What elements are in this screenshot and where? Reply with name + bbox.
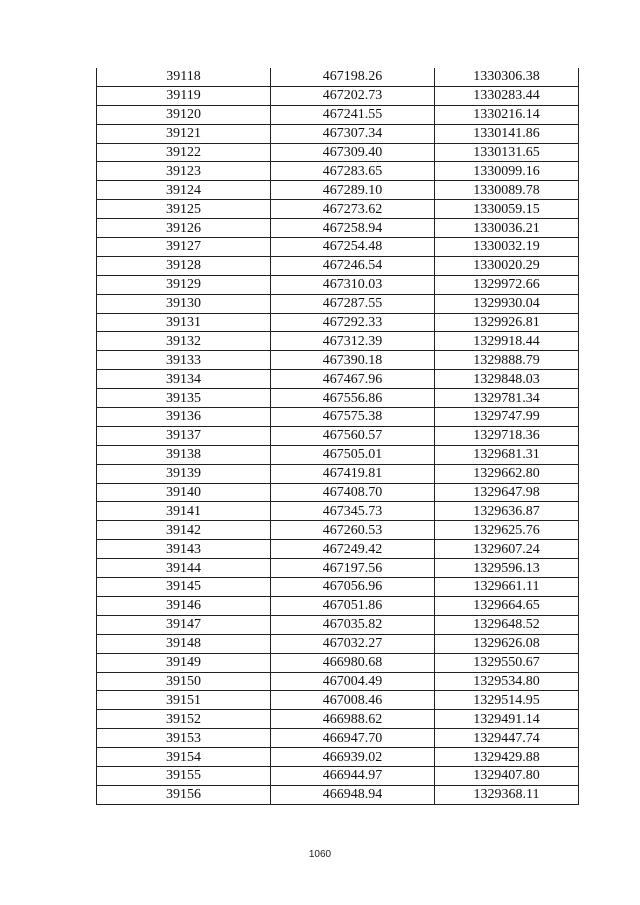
table-row (97, 219, 579, 238)
x-coordinate-cell: 467287.55 (271, 294, 435, 313)
x-coordinate-cell: 466947.70 (271, 729, 435, 748)
table-row (97, 540, 579, 559)
y-coordinate-cell: 1329648.52 (435, 615, 579, 634)
y-coordinate-cell: 1329625.76 (435, 521, 579, 540)
table-row (97, 181, 579, 200)
y-coordinate-cell: 1329429.88 (435, 748, 579, 767)
y-coordinate-cell: 1329930.04 (435, 294, 579, 313)
table-row (97, 785, 579, 804)
point-id-cell: 39147 (97, 615, 271, 634)
x-coordinate-cell: 466944.97 (271, 766, 435, 785)
x-coordinate-cell: 467289.10 (271, 181, 435, 200)
point-id-cell: 39152 (97, 710, 271, 729)
y-coordinate-cell: 1329681.31 (435, 445, 579, 464)
x-coordinate-cell: 467556.86 (271, 389, 435, 408)
point-id-cell: 39118 (97, 68, 271, 86)
point-id-cell: 39131 (97, 313, 271, 332)
point-id-cell: 39125 (97, 200, 271, 219)
y-coordinate-cell: 1329972.66 (435, 275, 579, 294)
table-row (97, 445, 579, 464)
table-row (97, 748, 579, 767)
point-id-cell: 39140 (97, 483, 271, 502)
y-coordinate-cell: 1329626.08 (435, 634, 579, 653)
x-coordinate-cell: 467505.01 (271, 445, 435, 464)
x-coordinate-cell: 467467.96 (271, 370, 435, 389)
y-coordinate-cell: 1329926.81 (435, 313, 579, 332)
x-coordinate-cell: 467390.18 (271, 351, 435, 370)
table-row (97, 634, 579, 653)
y-coordinate-cell: 1330059.15 (435, 200, 579, 219)
y-coordinate-cell: 1329664.65 (435, 596, 579, 615)
y-coordinate-cell: 1329407.80 (435, 766, 579, 785)
x-coordinate-cell: 467419.81 (271, 464, 435, 483)
table-row (97, 672, 579, 691)
x-coordinate-cell: 467008.46 (271, 691, 435, 710)
x-coordinate-cell: 466980.68 (271, 653, 435, 672)
point-id-cell: 39134 (97, 370, 271, 389)
point-id-cell: 39126 (97, 219, 271, 238)
point-id-cell: 39146 (97, 596, 271, 615)
point-id-cell: 39121 (97, 124, 271, 143)
table-row (97, 408, 579, 427)
table-row (97, 521, 579, 540)
point-id-cell: 39132 (97, 332, 271, 351)
point-id-cell: 39124 (97, 181, 271, 200)
coordinate-table (96, 68, 579, 805)
point-id-cell: 39130 (97, 294, 271, 313)
table-row (97, 143, 579, 162)
x-coordinate-cell: 467056.96 (271, 578, 435, 597)
table-row (97, 200, 579, 219)
y-coordinate-cell: 1329918.44 (435, 332, 579, 351)
table-row (97, 615, 579, 634)
point-id-cell: 39122 (97, 143, 271, 162)
point-id-cell: 39145 (97, 578, 271, 597)
y-coordinate-cell: 1329661.11 (435, 578, 579, 597)
y-coordinate-cell: 1329534.80 (435, 672, 579, 691)
y-coordinate-cell: 1329368.11 (435, 785, 579, 804)
point-id-cell: 39151 (97, 691, 271, 710)
point-id-cell: 39123 (97, 162, 271, 181)
table-row (97, 653, 579, 672)
point-id-cell: 39156 (97, 785, 271, 804)
x-coordinate-cell: 467197.56 (271, 559, 435, 578)
point-id-cell: 39148 (97, 634, 271, 653)
table-row (97, 483, 579, 502)
y-coordinate-cell: 1329636.87 (435, 502, 579, 521)
point-id-cell: 39120 (97, 105, 271, 124)
table-row (97, 389, 579, 408)
point-id-cell: 39139 (97, 464, 271, 483)
coordinate-table-body (97, 68, 579, 804)
point-id-cell: 39155 (97, 766, 271, 785)
x-coordinate-cell: 467202.73 (271, 86, 435, 105)
y-coordinate-cell: 1329514.95 (435, 691, 579, 710)
table-row (97, 578, 579, 597)
point-id-cell: 39143 (97, 540, 271, 559)
point-id-cell: 39142 (97, 521, 271, 540)
point-id-cell: 39127 (97, 238, 271, 257)
table-row (97, 729, 579, 748)
point-id-cell: 39154 (97, 748, 271, 767)
x-coordinate-cell: 466988.62 (271, 710, 435, 729)
y-coordinate-cell: 1329781.34 (435, 389, 579, 408)
y-coordinate-cell: 1330216.14 (435, 105, 579, 124)
point-id-cell: 39136 (97, 408, 271, 427)
y-coordinate-cell: 1330089.78 (435, 181, 579, 200)
point-id-cell: 39135 (97, 389, 271, 408)
table-row (97, 332, 579, 351)
y-coordinate-cell: 1329848.03 (435, 370, 579, 389)
point-id-cell: 39133 (97, 351, 271, 370)
point-id-cell: 39137 (97, 426, 271, 445)
y-coordinate-cell: 1330036.21 (435, 219, 579, 238)
x-coordinate-cell: 467035.82 (271, 615, 435, 634)
y-coordinate-cell: 1329491.14 (435, 710, 579, 729)
x-coordinate-cell: 467312.39 (271, 332, 435, 351)
point-id-cell: 39153 (97, 729, 271, 748)
y-coordinate-cell: 1330306.38 (435, 68, 579, 86)
y-coordinate-cell: 1329888.79 (435, 351, 579, 370)
table-row (97, 124, 579, 143)
table-row (97, 351, 579, 370)
x-coordinate-cell: 467260.53 (271, 521, 435, 540)
x-coordinate-cell: 467249.42 (271, 540, 435, 559)
point-id-cell: 39144 (97, 559, 271, 578)
y-coordinate-cell: 1330032.19 (435, 238, 579, 257)
point-id-cell: 39141 (97, 502, 271, 521)
x-coordinate-cell: 467309.40 (271, 143, 435, 162)
x-coordinate-cell: 467051.86 (271, 596, 435, 615)
x-coordinate-cell: 467292.33 (271, 313, 435, 332)
y-coordinate-cell: 1329447.74 (435, 729, 579, 748)
x-coordinate-cell: 467246.54 (271, 256, 435, 275)
table-row (97, 275, 579, 294)
table-row (97, 464, 579, 483)
x-coordinate-cell: 466948.94 (271, 785, 435, 804)
y-coordinate-cell: 1329747.99 (435, 408, 579, 427)
x-coordinate-cell: 467254.48 (271, 238, 435, 257)
x-coordinate-cell: 467560.57 (271, 426, 435, 445)
y-coordinate-cell: 1329718.36 (435, 426, 579, 445)
x-coordinate-cell: 467258.94 (271, 219, 435, 238)
table-row (97, 691, 579, 710)
point-id-cell: 39119 (97, 86, 271, 105)
x-coordinate-cell: 467198.26 (271, 68, 435, 86)
x-coordinate-cell: 467307.34 (271, 124, 435, 143)
y-coordinate-cell: 1330131.65 (435, 143, 579, 162)
y-coordinate-cell: 1330099.16 (435, 162, 579, 181)
table-row (97, 86, 579, 105)
x-coordinate-cell: 467408.70 (271, 483, 435, 502)
x-coordinate-cell: 467241.55 (271, 105, 435, 124)
table-row (97, 313, 579, 332)
point-id-cell: 39150 (97, 672, 271, 691)
y-coordinate-cell: 1329596.13 (435, 559, 579, 578)
point-id-cell: 39138 (97, 445, 271, 464)
y-coordinate-cell: 1329607.24 (435, 540, 579, 559)
x-coordinate-cell: 467273.62 (271, 200, 435, 219)
x-coordinate-cell: 467575.38 (271, 408, 435, 427)
x-coordinate-cell: 466939.02 (271, 748, 435, 767)
x-coordinate-cell: 467283.65 (271, 162, 435, 181)
table-row (97, 370, 579, 389)
y-coordinate-cell: 1330283.44 (435, 86, 579, 105)
table-row (97, 162, 579, 181)
y-coordinate-cell: 1330020.29 (435, 256, 579, 275)
page-number: 1060 (308, 849, 332, 860)
table-row (97, 256, 579, 275)
table-row (97, 596, 579, 615)
table-row (97, 238, 579, 257)
table-row (97, 105, 579, 124)
x-coordinate-cell: 467004.49 (271, 672, 435, 691)
x-coordinate-cell: 467345.73 (271, 502, 435, 521)
y-coordinate-cell: 1329550.67 (435, 653, 579, 672)
point-id-cell: 39129 (97, 275, 271, 294)
table-row (97, 710, 579, 729)
y-coordinate-cell: 1329647.98 (435, 483, 579, 502)
x-coordinate-cell: 467310.03 (271, 275, 435, 294)
x-coordinate-cell: 467032.27 (271, 634, 435, 653)
point-id-cell: 39128 (97, 256, 271, 275)
table-row (97, 426, 579, 445)
y-coordinate-cell: 1329662.80 (435, 464, 579, 483)
y-coordinate-cell: 1330141.86 (435, 124, 579, 143)
table-row (97, 766, 579, 785)
table-row (97, 68, 579, 86)
table-row (97, 559, 579, 578)
coordinate-table-container (96, 68, 578, 805)
table-row (97, 502, 579, 521)
table-row (97, 294, 579, 313)
point-id-cell: 39149 (97, 653, 271, 672)
